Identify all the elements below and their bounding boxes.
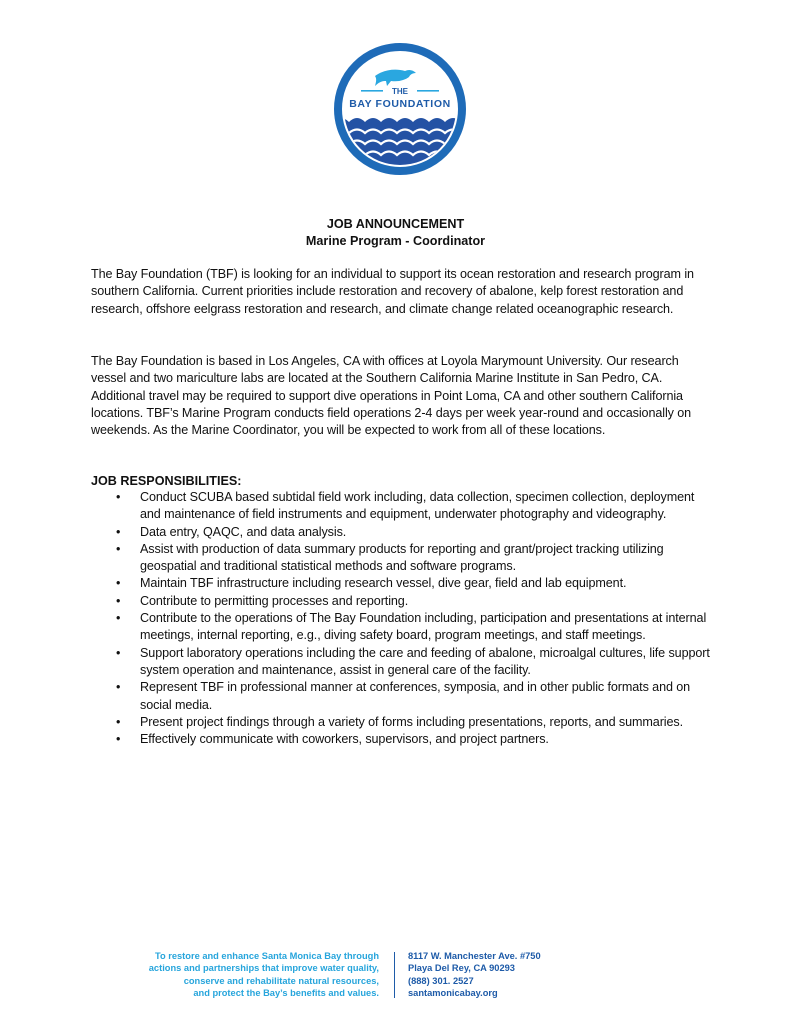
list-item: • Effectively communicate with coworkers, supervisors, and project partners. [91,731,711,748]
list-item: • Maintain TBF infrastructure including research vessel, dive gear, field and lab equipment. [91,575,711,592]
bullet-icon: • [116,593,121,608]
document-subtitle: Marine Program - Coordinator [305,234,486,248]
list-item: • Support laboratory operations including the care and feeding of abalone, microalgal cultures, life support system operation and maintenance, assist in general care of the facility. [116,645,710,677]
bullet-icon: • [116,541,121,556]
list-item: • Contribute to the operations of The Bay Foundation including, participation and presentations at internal meetings, internal reporting, e.g., diving safety board, program meetings, and staff meetings. [116,611,707,643]
website-link[interactable]: santamonicabay.org [408,987,498,998]
svg-text:THE: THE [392,87,408,96]
svg-text:BAY FOUNDATION: BAY FOUNDATION [349,98,451,110]
footer [0,950,791,1002]
bullet-icon: • [116,714,121,729]
bullet-icon: • [116,732,121,747]
list-item: • Contribute to permitting processes and reporting. [91,593,711,610]
phone-number: (888) 301. 2527 [408,975,474,986]
responsibilities-heading: JOB RESPONSIBILITIES: [91,474,242,488]
street-address: 8117 W. Manchester Ave. #750 [408,951,541,961]
mission-statement: To restore and enhance Santa Monica Bay through actions and partnerships that improve water quality, conserve and rehabilitate natural resources, and protect the Bay’s benefits and values. [148,951,379,998]
list-item: • Present project findings through a variety of forms including presentations, reports, and summaries. [91,714,711,731]
bullet-icon: • [116,611,121,626]
bullet-icon: • [116,576,121,591]
contact-address [408,950,541,999]
intro-paragraph: The Bay Foundation (TBF) is looking for an individual to support its ocean restoration and research program in southern California. Current priorities include restoration and recovery of abalone, kelp forest restoration and research, offshore eelgrass restoration and research, and climate change related oceanographic research. [91,267,694,316]
bullet-icon: • [116,680,121,695]
footer-divider [394,952,395,998]
list-item: • Represent TBF in professional manner at conferences, symposia, and in other public formats and on social media. [116,680,691,712]
city-address: Playa Del Rey, CA 90293 [408,963,515,974]
bullet-icon: • [116,524,121,539]
document-title: JOB ANNOUNCEMENT [326,217,465,231]
location-paragraph: The Bay Foundation is based in Los Angeles, CA with offices at Loyola Marymount University. Our research vessel and two mariculture labs are located at the Southern California Marine Institute in San Pedro, CA. Additional travel may be required to support dive operations in Point Loma, CA and other southern California locations. TBF’s Marine Program conducts field operations 2-4 days per week year-round and occasionally on weekends. As the Marine Coordinator, you will be expected to work from all of these locations. [91,354,692,438]
list-item: • Conduct SCUBA based subtidal field work including, data collection, specimen collection, deployment and maintenance of field instruments and equipment, underwater photography and videography. [116,490,695,522]
list-item: • Data entry, QAQC, and data analysis. [91,524,711,541]
bay-foundation-logo [333,42,467,176]
bullet-icon: • [116,490,121,504]
bullet-icon: • [116,645,121,660]
responsibilities-list [91,489,711,748]
list-item: • Assist with production of data summary products for reporting and grant/project tracking utilizing geospatial and traditional statistical methods and software programs. [116,541,664,574]
